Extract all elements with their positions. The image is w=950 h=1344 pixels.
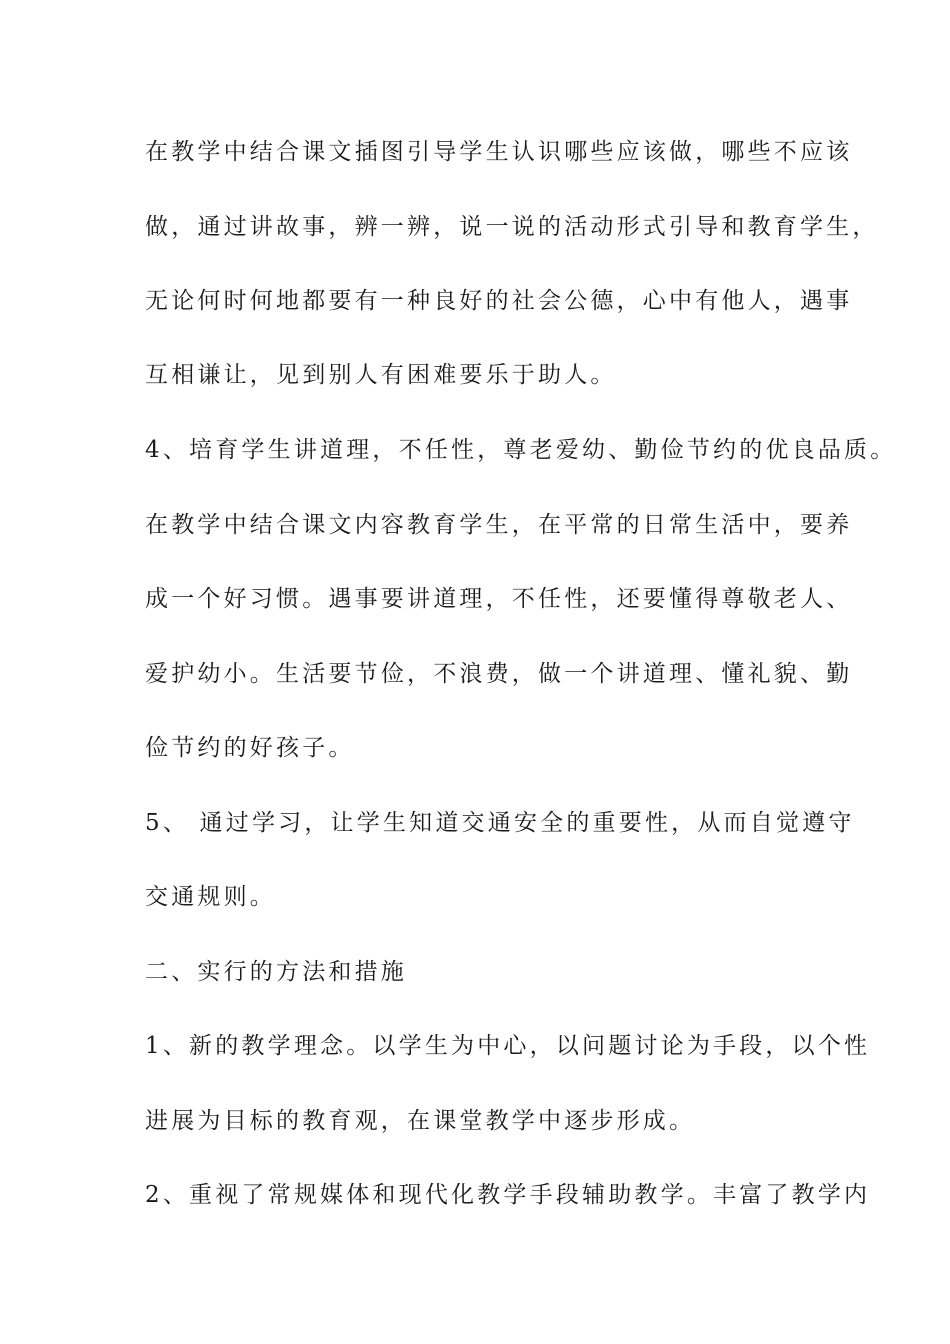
list-item-heading: 1、新的教学理念。以学生为中心，以问题讨论为手段，以个性 (145, 1033, 871, 1059)
list-item-heading: 2、重视了常规媒体和现代化教学手段辅助教学。丰富了教学内 (145, 1182, 871, 1208)
text-line: 在教学中结合课文内容教育学生，在平常的日常生活中，要养 (145, 512, 853, 538)
text-line: 互相谦让，见到别人有困难要乐于助人。 (145, 362, 617, 388)
text-line: 俭节约的好孩子。 (145, 735, 355, 761)
list-item-heading: 4、培育学生讲道理，不任性，尊老爱幼、勤俭节约的优良品质。 (145, 437, 897, 463)
list-item-heading: 5、 通过学习，让学生知道交通安全的重要性，从而自觉遵守 (145, 810, 855, 836)
text-line: 爱护幼小。生活要节俭，不浪费，做一个讲道理、懂礼貌、勤 (145, 661, 853, 687)
text-line: 进展为目标的教育观，在课堂教学中逐步形成。 (145, 1108, 696, 1134)
text-line: 交通规则。 (145, 884, 276, 910)
text-line: 在教学中结合课文插图引导学生认识哪些应该做，哪些不应该 (145, 139, 853, 165)
text-line: 成一个好习惯。遇事要讲道理，不任性，还要懂得尊敬老人、 (145, 586, 853, 612)
text-line: 无论何时何地都要有一种良好的社会公德，心中有他人，遇事 (145, 288, 853, 314)
section-heading: 二、实行的方法和措施 (145, 959, 407, 985)
text-line: 做，通过讲故事，辨一辨，说一说的活动形式引导和教育学生， (145, 214, 879, 240)
